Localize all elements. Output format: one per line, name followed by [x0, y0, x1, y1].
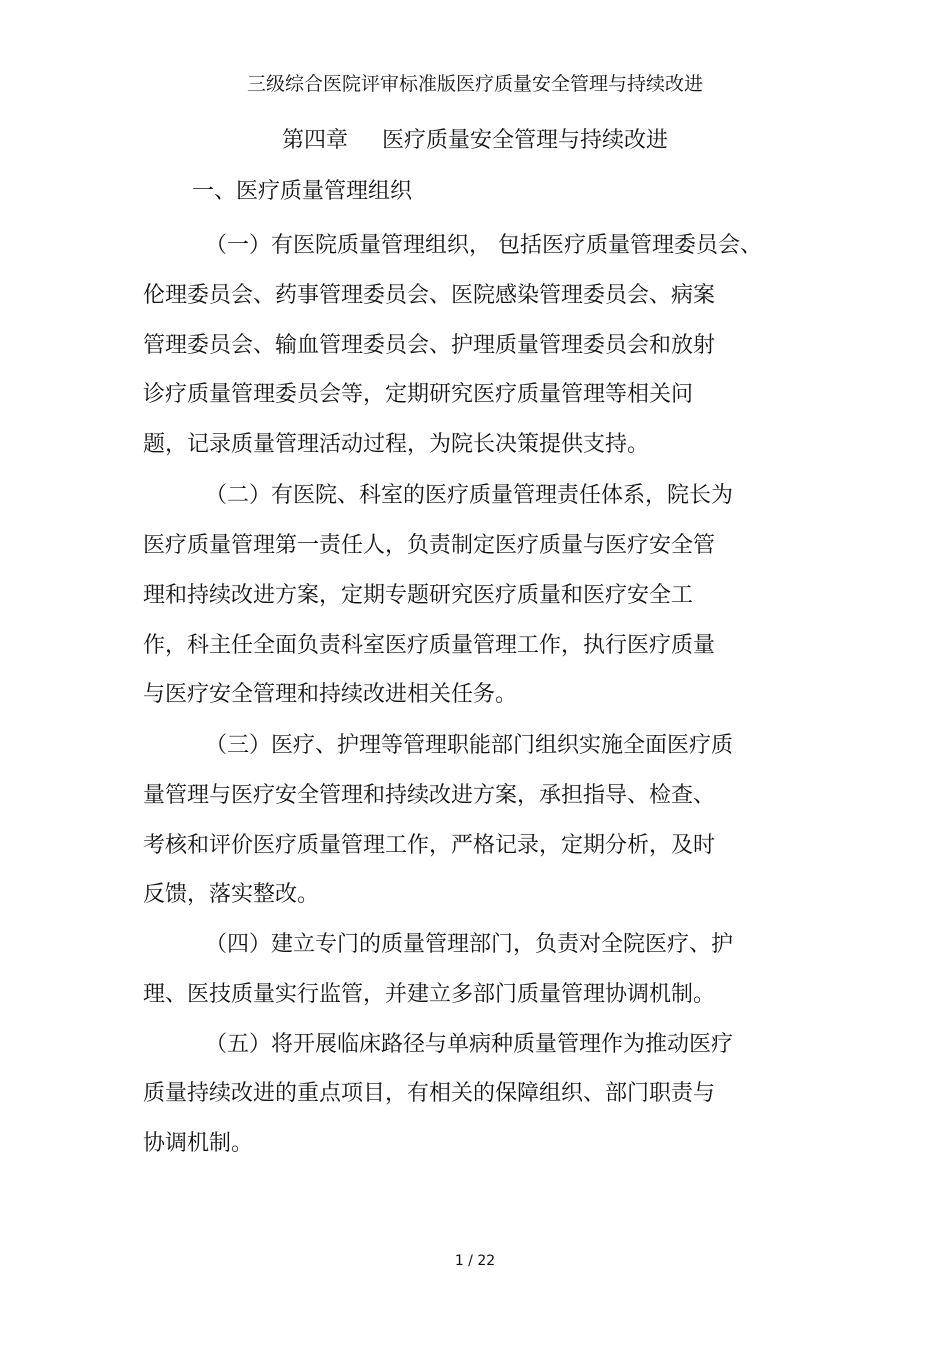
paragraph-line: 伦理委员会、药事管理委员会、医院感染管理委员会、病案 [143, 283, 716, 308]
chapter-title [0, 126, 950, 156]
paragraph-line: 量管理与医疗安全管理和持续改进方案，承担指导、检查、 [143, 783, 716, 808]
paragraph-line: 质量持续改进的重点项目，有相关的保障组织、部门职责与 [143, 1081, 716, 1106]
paragraph-line: 理、医技质量实行监管，并建立多部门质量管理协调机制。 [143, 982, 716, 1007]
paragraph-line: 理和持续改进方案，定期专题研究医疗质量和医疗安全工 [143, 583, 694, 608]
paragraph-line: 考核和评价医疗质量管理工作，严格记录，定期分析，及时 [143, 833, 716, 858]
section-heading: 一、医疗质量管理组织 [192, 179, 413, 204]
paragraph-line: （五）将开展临床路径与单病种质量管理作为推动医疗 [205, 1032, 734, 1057]
paragraph-line: 题，记录质量管理活动过程，为院长决策提供支持。 [143, 432, 650, 457]
paragraph-line: （二）有医院、科室的医疗质量管理责任体系，院长为 [205, 483, 734, 508]
paragraph-line: （四）建立专门的质量管理部门，负责对全院医疗、护 [205, 932, 734, 957]
paragraph-line: （三）医疗、护理等管理职能部门组织实施全面医疗质 [205, 733, 734, 758]
paragraph-line: 反馈，落实整改。 [143, 882, 320, 907]
paragraph-line: 管理委员会、输血管理委员会、护理质量管理委员会和放射 [143, 333, 716, 358]
paragraph-line: 协调机制。 [143, 1131, 254, 1156]
paragraph-line: 诊疗质量管理委员会等，定期研究医疗质量管理等相关问 [143, 382, 694, 407]
paragraph-line: 医疗质量管理第一责任人，负责制定医疗质量与医疗安全管 [143, 533, 716, 558]
chapter-name: 医疗质量安全管理与持续改进 [382, 128, 669, 153]
chapter-number: 第四章 [281, 128, 348, 153]
page-number: 1 / 22 [454, 1253, 496, 1269]
paragraph-line: （一）有医院质量管理组织， 包括医疗质量管理委员会、 [205, 233, 762, 258]
document-title: 三级综合医院评审标准版医疗质量安全管理与持续改进 [246, 73, 703, 95]
paragraph-line: 作，科主任全面负责科室医疗质量管理工作，执行医疗质量 [143, 633, 716, 658]
paragraph-line: 与医疗安全管理和持续改进相关任务。 [143, 682, 518, 707]
